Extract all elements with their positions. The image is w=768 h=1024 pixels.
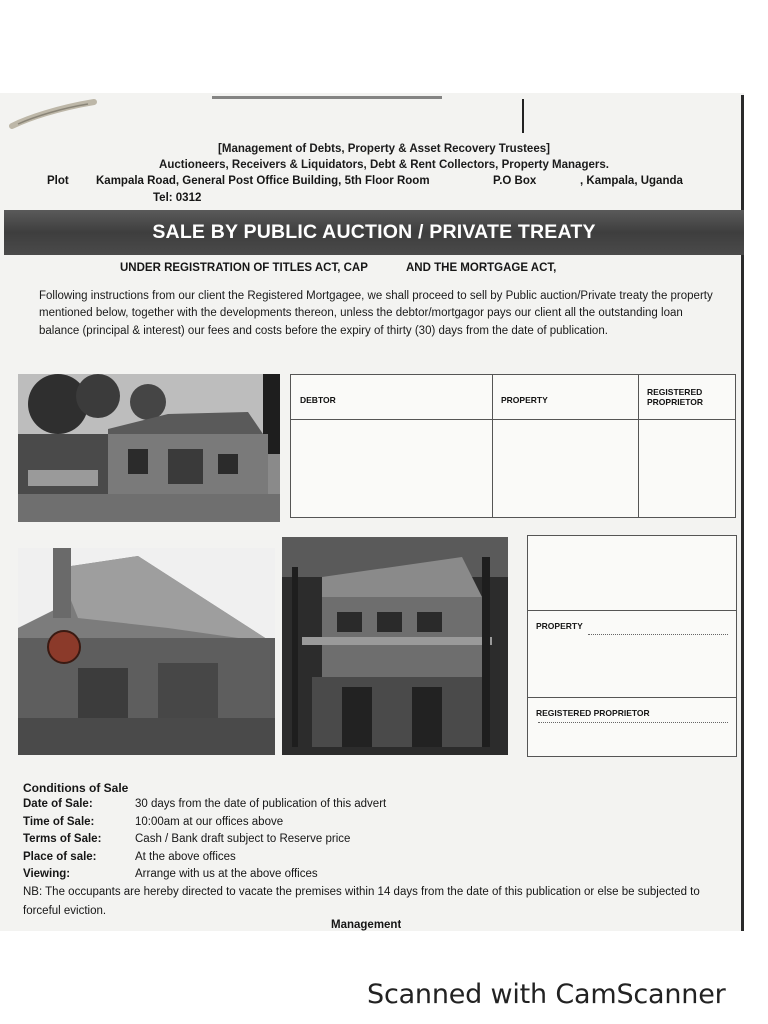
debtor-property-table [290, 374, 736, 518]
eviction-notice: NB: The occupants are hereby directed to vacate the premises within 14 days from the date of this publication or else be subjected to forceful eviction. [23, 886, 700, 917]
address-pobox: P.O Box [493, 175, 537, 187]
telephone: Tel: 0312 [153, 192, 202, 204]
redacted-logo-strip [212, 96, 442, 99]
col-header-registered-proprietor: REGISTERED PROPRIETOR [647, 387, 704, 407]
conditions-title: Conditions of Sale [23, 781, 129, 795]
address-street: Kampala Road, General Post Office Building, 5th Floor Room [96, 175, 430, 187]
address-line [0, 175, 744, 191]
camscanner-watermark: Scanned with CamScanner [367, 979, 726, 1010]
header-divider [522, 99, 524, 133]
sale-banner: SALE BY PUBLIC AUCTION / PRIVATE TREATY [4, 210, 744, 255]
header-line-2: Auctioneers, Receivers & Liquidators, Debt & Rent Collectors, Property Managers. [159, 159, 609, 171]
label-property: PROPERTY [536, 621, 583, 631]
address-city: , Kampala, Uganda [580, 175, 683, 187]
col-header-debtor: DEBTOR [300, 395, 336, 405]
paper-clip-mark [8, 98, 98, 132]
subheader-mortgage-act: AND THE MORTGAGE ACT, [406, 262, 557, 274]
management-signature: Management [331, 919, 402, 931]
label-registered-proprietor: REGISTERED PROPRIETOR [536, 708, 650, 718]
property-photo-1 [18, 374, 280, 522]
property-photo-3 [282, 537, 508, 755]
legal-subheader [0, 262, 744, 278]
property-photo-2 [18, 548, 275, 755]
col-header-property: PROPERTY [501, 395, 548, 405]
address-plot: Plot [47, 175, 69, 187]
header-line-1: [Management of Debts, Property & Asset Recovery Trustees] [218, 143, 550, 155]
property-proprietor-table [527, 535, 737, 757]
subheader-registration-act: UNDER REGISTRATION OF TITLES ACT, CAP [120, 262, 368, 274]
intro-paragraph: Following instructions from our client the Registered Mortgagee, we shall proceed to sell by Public auction/Private treaty the property mentioned below, together with the developments thereon, unless the debtor/mortgagor pays our client all the outstanding loan balance (principal & interest) our fees and costs before the expiry of thirty (30) days from the date of publication. [39, 290, 713, 337]
